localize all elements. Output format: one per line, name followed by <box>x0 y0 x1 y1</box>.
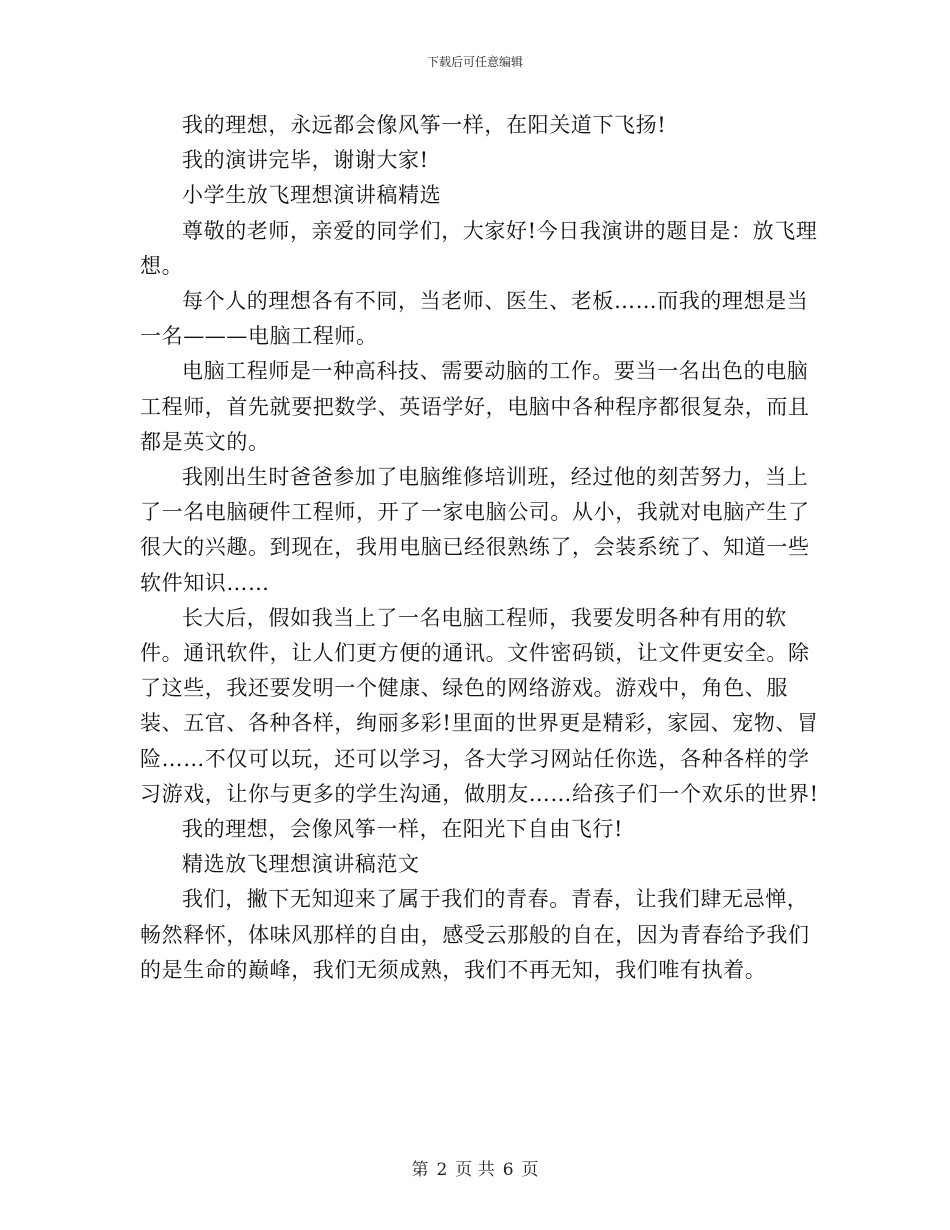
section-heading: 精选放飞理想演讲稿范文 <box>182 852 420 877</box>
page-header: 下载后可任意编辑 <box>426 55 523 69</box>
paragraph: 我的演讲完毕，谢谢大家! <box>182 148 429 173</box>
page-total: 6 <box>502 1160 514 1180</box>
paragraph: 长大后，假如我当上了一名电脑工程师，我要发明各种有用的软件。通讯软件，让人们更方便的通讯。文件密码锁，让文件更安全。除了这些，我还要发明一个健康、绿色的网络游戏。游戏中，角色、服装、五官、各种各样，绚丽多彩!里面的世界更是精彩，家园、宠物、冒险……不仅可以玩，还可以学习，各大学习网站任你选，各种各样的学习游戏，让你与更多的学生沟通，做朋友……给孩子们一个欢乐的世界! <box>140 605 819 806</box>
paragraph: 电脑工程师是一种高科技、需要动脑的工作。要当一名出色的电脑工程师，首先就要把数学、英语学好，电脑中各种程序都很复杂，而且都是英文的。 <box>140 359 810 454</box>
document-body <box>140 108 820 988</box>
page-number: 2 <box>436 1160 448 1180</box>
page-footer <box>0 1155 950 1180</box>
paragraph: 我刚出生时爸爸参加了电脑维修培训班，经过他的刻苦努力，当上了一名电脑硬件工程师，开了一家电脑公司。从小，我就对电脑产生了很大的兴趣。到现在，我用电脑已经很熟练了，会装系统了、知道一些软件知识…… <box>140 465 810 595</box>
footer-suffix: 页 <box>521 1160 539 1180</box>
paragraph: 尊敬的老师，亲爱的同学们，大家好!今日我演讲的题目是：放飞理想。 <box>140 218 818 278</box>
paragraph: 我的理想，永远都会像风筝一样，在阳关道下飞扬! <box>182 113 667 137</box>
footer-middle: 页 共 <box>455 1160 495 1180</box>
paragraph: 每个人的理想各有不同，当老师、医生、老板……而我的理想是当一名———电脑工程师。 <box>140 289 809 349</box>
paragraph: 我的理想，会像风筝一样，在阳光下自由飞行! <box>182 817 624 842</box>
section-heading: 小学生放飞理想演讲稿精选 <box>182 183 442 208</box>
footer-prefix: 第 <box>411 1160 429 1180</box>
paragraph: 我们，撇下无知迎来了属于我们的青春。青春，让我们肆无忌惮，畅然释怀，体味风那样的自由，感受云那般的自在，因为青春给予我们的是生命的巅峰，我们无须成熟，我们不再无知，我们唯有执着。 <box>140 887 810 982</box>
